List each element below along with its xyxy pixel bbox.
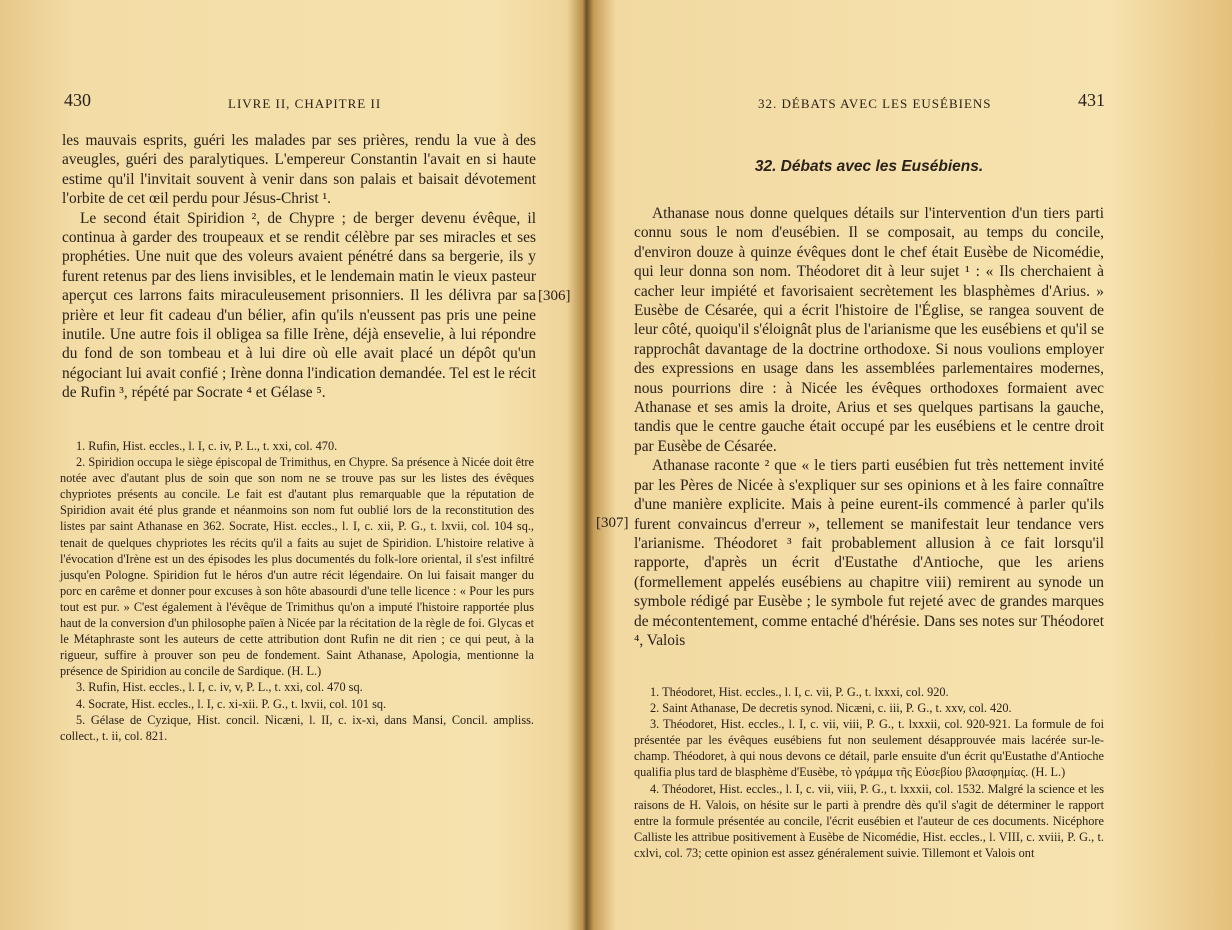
footnote: 3. Théodoret, Hist. eccles., l. I, c. vii, viii, P. G., t. lxxxii, col. 920-921. La formule de foi présentée par les évêques eusébiens fut non seulement désapprouvée mais lacérée sur-le-champ. Théodoret, à qui nous devons ce détail, parle ensuite d'un écrit qu'Eustathe d'Antioche qualifia plus tard de blasphème d'Eusèbe, τὸ γράμμα τῆς Εὐσεβίου βλασφημίας. (H. L.) <box>634 717 1104 780</box>
footnote: 3. Rufin, Hist. eccles., l. I, c. iv, v, P. L., t. xxi, col. 470 sq. <box>76 680 363 695</box>
footnote: 4. Théodoret, Hist. eccles., l. I, c. vii, viii, P. G., t. lxxxii, col. 1532. Malgré la science et les raisons de H. Valois, on hésite sur le parti à prendre dès qu'il s'agit de déterminer le rapport entre la formule présentée au concile, l'écrit eusébien et l'auteur de ces documents. Nicéphore Calliste les attribue positivement à Eusèbe de Nicomédie, Hist. eccles., l. VIII, c. xviii, P. G., t. cxlvi, col. 73; cette opinion est assez généralement suivie. Tillemont et Valois ont <box>634 781 1104 860</box>
footnote: 5. Gélase de Cyzique, Hist. concil. Nicæni, l. II, c. ix-xi, dans Mansi, Concil. ampliss. collect., t. ii, col. 821. <box>60 712 534 743</box>
footnote: 4. Socrate, Hist. eccles., l. I, c. xi-xii. P. G., t. lxvii, col. 101 sq. <box>76 696 387 711</box>
paragraph: Le second était Spiridion ², de Chypre ; de berger devenu évêque, il continua à garder des troupeaux et se rendit célèbre par ses miracles et ses prophéties. Une nuit que des voleurs avaient pénétré dans sa bergerie, ils y furent retenus par des liens invisibles, et le lendemain matin le vieux pasteur aperçut ces larrons faits miraculeusement prisonniers. Il les délivra par sa prière et leur fit cadeau d'un bélier, afin qu'ils n'eussent pas pris une peine inutile. Une autre fois il obligea sa fille Irène, déjà ensevelie, à lui répondre du fond de son tombeau et à lui dire où elle avait placé un dépôt qu'un négociant lui avait confié ; Irène donna l'indication demandée. Tel est le récit de Rufin ³, répété par Socrate ⁴ et Gélase ⁵. <box>62 209 536 402</box>
right-page <box>590 0 1232 930</box>
paragraph: Athanase nous donne quelques détails sur l'intervention d'un tiers parti connu sous le nom d'eusébien. Il se composait, au temps du concile, d'environ douze à quinze évêques dont le chef était Eusèbe de Nicomédie, qui leur donna son nom. Théodoret dit à leur sujet ¹ : « Ils cherchaient à cacher leur impiété et favorisaient secrètement les blasphèmes d'Arius. » Eusèbe de Césarée, qui a écrit l'histoire de l'Église, se rangea souvent de leur côté, quoiqu'il s'éloignât plus de l'arianisme que les eusébiens et qu'il se rapprochât davantage de la doctrine orthodoxe. Si nous voulions employer des expressions en usage dans les assemblées parlementaires modernes, nous pourrions dire : à Nicée les évêques orthodoxes formaient avec Athanase et ses amis la droite, Arius et ses quelques partisans la gauche, tandis que le centre gauche était occupé par les eusébiens et le centre droit par Eusèbe de Césarée. <box>634 205 1104 455</box>
paragraph: les mauvais esprits, guéri les malades par ses prières, rendu la vue à des aveugles, guéri des paralytiques. L'empereur Constantin l'avait en si haute estime qu'il l'invitait souvent à venir dans son palais et baisait dévotement l'orbite de cet œil perdu pour Jésus-Christ ¹. <box>62 132 536 208</box>
page-number: 431 <box>1078 90 1105 110</box>
main-text <box>62 131 536 403</box>
footnote: 2. Spiridion occupa le siège épiscopal de Trimithus, en Chypre. Sa présence à Nicée doit être notée avec d'autant plus de soin que son nom ne se trouve pas sur les listes des évêques chypriotes présents au concile. Le fait est d'autant plus remarquable que la réputation de Spiridion avait été plus grande et néanmoins son nom fut oublié lors de la reconstitution des listes par saint Athanase en 362. Socrate, Hist. eccles., l. I, c. xii, P. G., t. lxvii, col. 104 sq., tenait de quelques chypriotes les récits qu'il a faits au sujet de Spiridion. L'histoire relative à l'évocation d'Irène est un des épisodes les plus documentés du folk-lore oriental, il s'est infiltré jusqu'en Pologne. Spiridion fut le héros d'un autre récit légendaire. On lui faisait manger du porc en carême et donner pour excuses à son hôte abasourdi d'une telle licence : « Pour les purs tout est pur. » C'est également à l'évêque de Trimithus qu'on a imputé l'histoire rapportée plus haut de la conversion d'un philosophe païen à Nicée par la récitation de la règle de foi. Glycas et le Métaphraste sont les auteurs de cette attribution dont Rufin ne dit rien ; ce qui peut, à la rigueur, suffire à prouver son peu de fondement. Saint Athanase, Apologia, mentionne la présence de Spiridion au concile de Sardique. (H. L.) <box>60 455 534 679</box>
footnotes <box>634 684 1104 861</box>
paragraph: Athanase raconte ² que « le tiers parti eusébien fut très nettement invité par les Pères de Nicée à s'expliquer sur ses opinions et à les faire connaître d'une manière explicite. Mais à peine eurent-ils commencé à parler qu'ils furent convaincus d'erreur », tellement se manifestait leur tendance vers l'arianisme. Théodoret ³ fait probablement allusion à ce fait lorsqu'il rapporte, d'après un écrit d'Eustathe d'Antioche, que les ariens (formellement appelés eusébiens au chapitre viii) remirent au synode un symbole rédigé par Eusèbe ; le symbole fut rejeté avec de grandes marques de mécontentement, comme entaché d'hérésie. Dans ses notes sur Théodoret ⁴, Valois <box>634 457 1104 649</box>
running-head: 32. DÉBATS AVEC LES EUSÉBIENS <box>758 96 992 111</box>
page-number: 430 <box>64 90 91 110</box>
footnotes <box>60 438 534 744</box>
main-text <box>634 204 1104 650</box>
section-title: 32. Débats avec les Eusébiens. <box>754 158 984 175</box>
footnote: 1. Rufin, Hist. eccles., l. I, c. iv, P. L., t. xxi, col. 470. <box>76 439 338 453</box>
margin-page-marker: [307] <box>596 515 629 531</box>
footnote: 1. Théodoret, Hist. eccles., l. I, c. vii, P. G., t. lxxxi, col. 920. <box>650 685 949 699</box>
left-page <box>0 0 584 930</box>
margin-page-marker: [306] <box>538 288 571 304</box>
running-head: LIVRE II, CHAPITRE II <box>228 96 382 111</box>
footnote: 2. Saint Athanase, De decretis synod. Nicæni, c. iii, P. G., t. xxv, col. 420. <box>650 701 1012 716</box>
